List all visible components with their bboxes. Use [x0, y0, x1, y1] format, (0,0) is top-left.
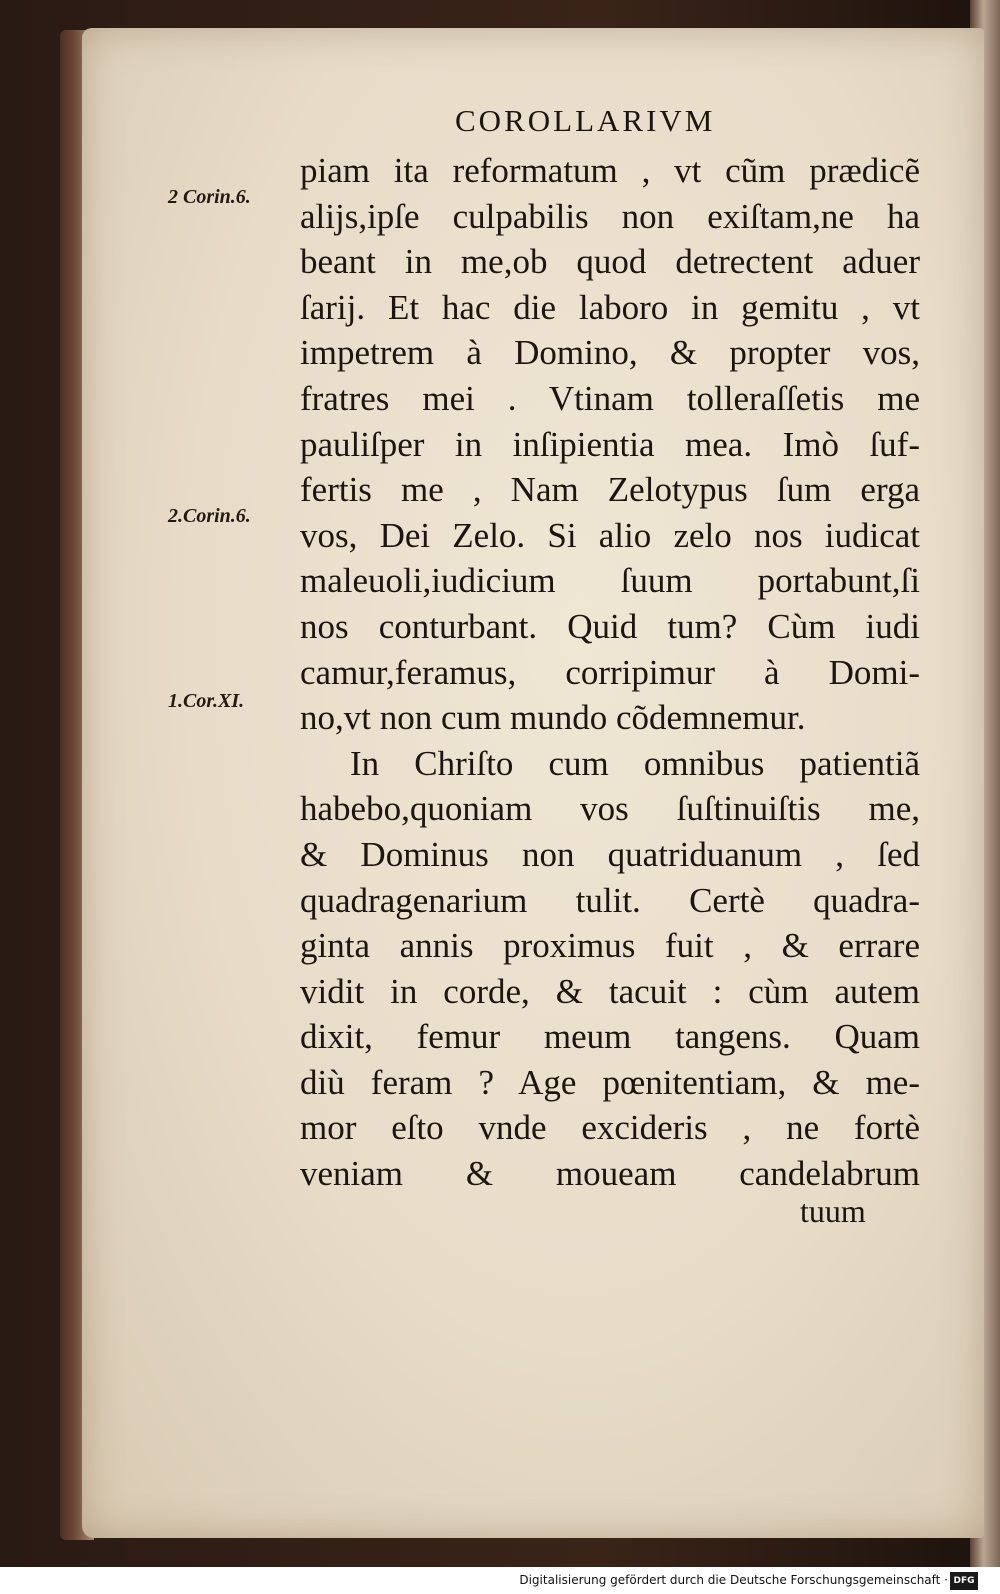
text-line: piam ita reformatum , vt cũm prædicẽ: [300, 151, 920, 190]
running-head: COROLLARIVM: [455, 103, 716, 138]
text-line: maleuoli,iudicium ſuum portabunt,ſi: [300, 561, 920, 601]
text-line: habebo,quoniam vos ſuſtinuiſtis me,: [300, 789, 920, 829]
text-line: camur,feramus, corripimur à Domi-: [300, 652, 920, 692]
main-text-block: [300, 148, 920, 1197]
text-line: alijs,ipſe culpabilis non exiſtam,ne ha: [300, 196, 920, 236]
text-line: no,vt non cum mundo cõdemnemur.: [300, 698, 806, 738]
text-line: impetrem à Domino, & propter vos,: [300, 333, 920, 373]
margin-note-1: 2 Corin.6.: [168, 186, 251, 208]
text-line: & Dominus non quatriduanum , ſed: [300, 834, 920, 874]
text-line: mor eſto vnde excideris , ne fortè: [300, 1108, 920, 1148]
text-line: ginta annis proximus fuit , & errare: [300, 926, 920, 966]
footer-bar: [0, 1567, 1000, 1594]
text-line: fertis me , Nam Zelotypus ſum erga: [300, 470, 920, 510]
text-line: beant in me,ob quod detrectent aduer: [300, 242, 920, 282]
margin-note-3: 1.Cor.XI.: [168, 690, 245, 712]
text-line: veniam & moueam candelabrum: [300, 1154, 920, 1194]
dfg-logo-icon: DFG: [950, 1572, 978, 1590]
catchword: tuum: [800, 1193, 866, 1229]
text-line: In Chriſto cum omnibus patientiã: [350, 743, 920, 783]
text-line: vidit in corde, & tacuit : cùm autem: [300, 971, 920, 1011]
text-line: fratres mei . Vtinam tolleraſſetis me: [300, 378, 920, 418]
text-line: quadragenarium tulit. Certè quadra-: [300, 880, 920, 920]
text-line: pauliſper in inſipientia mea. Imò ſuf-: [300, 424, 920, 464]
text-line: dixit, femur meum tangens. Quam: [300, 1017, 920, 1057]
text-line: nos conturbant. Quid tum? Cùm iudi: [300, 606, 920, 646]
funding-notice: Digitalisierung gefördert durch die Deutsche Forschungsgemeinschaft ·: [519, 1573, 948, 1587]
text-line: diù feram ? Age pœnitentiam, & me-: [300, 1062, 920, 1102]
text-line: ſarij. Et hac die laboro in gemitu , vt: [300, 287, 920, 327]
margin-note-2: 2.Corin.6.: [168, 505, 251, 527]
text-line: vos, Dei Zelo. Si alio zelo nos iudicat: [300, 515, 920, 555]
